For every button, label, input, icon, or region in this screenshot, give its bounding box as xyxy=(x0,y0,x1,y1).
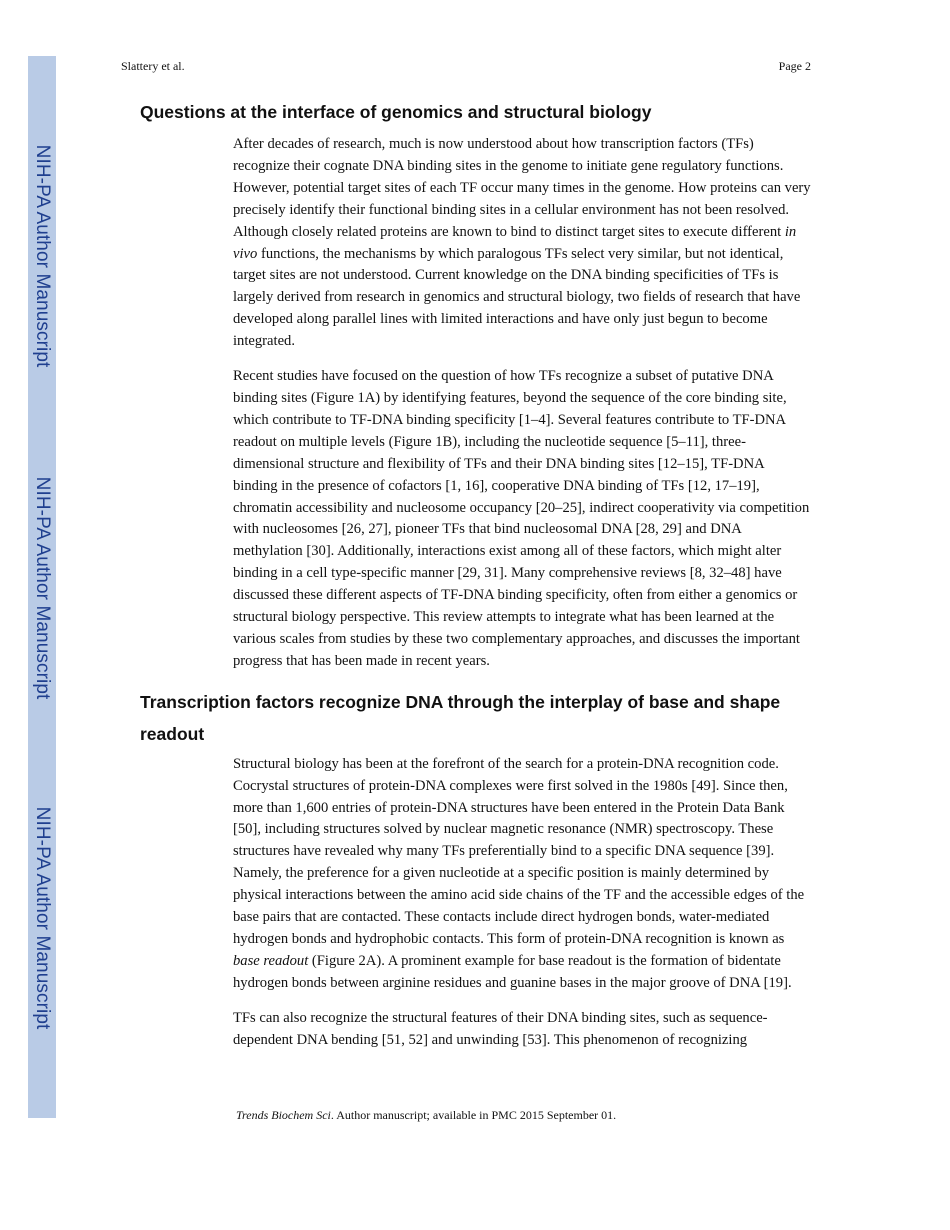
paragraph-structural-biology xyxy=(233,754,812,995)
paragraph-shape-recognition: TFs can also recognize the structural features of their DNA binding sites, such as sequence-dependent DNA bending [51, 52] and unwinding [53]. This phenomenon of recognizing xyxy=(233,1009,768,1048)
paragraph-text: After decades of research, much is now understood about how transcription factors (TFs) recognize their cognate DNA binding sites in the genome to initiate gene regulatory functions. However, potential target sites of each TF occur many times in the genome. How proteins can very precisely identify their functional binding sites in a cellular environment has not been resolved. Although closely related proteins are known to bind to distinct target sites to execute different xyxy=(233,136,811,240)
paragraph-intro xyxy=(233,134,812,353)
italic-term: in vivo xyxy=(233,223,797,262)
section-heading-tf-recognition: Transcription factors recognize DNA through the interplay of base and shape readout xyxy=(140,691,781,744)
sidebar-label-top: NIH-PA Author Manuscript xyxy=(32,144,53,368)
sidebar-label-middle: NIH-PA Author Manuscript xyxy=(32,476,53,700)
journal-name: Trends Biochem Sci xyxy=(236,1108,331,1122)
section-heading-interface: Questions at the interface of genomics and structural biology xyxy=(140,102,652,122)
footer-citation xyxy=(236,1108,616,1123)
paragraph-text: functions, the mechanisms by which paralogous TFs select very similar, but not identical, target sites are not understood. Current knowledge on the DNA binding specificities of TFs is largely derived from research in genomics and structural biology, two fields of research that have developed along parallel lines with limited interactions and have only just begun to become integrated. xyxy=(233,245,801,350)
article-body xyxy=(140,96,812,1065)
paragraph-text: (Figure 2A). A prominent example for base readout is the formation of bidentate hydrogen bonds between arginine residues and guanine bases in the major groove of DNA [19]. xyxy=(233,952,792,991)
running-header-authors: Slattery et al. xyxy=(121,59,185,73)
paragraph-recent-studies: Recent studies have focused on the question of how TFs recognize a subset of putative DNA binding sites (Figure 1A) by identifying features, beyond the sequence of the core binding site, which contribute to TF-DNA binding specificity [1–4]. Several features contribute to TF-DNA readout on multiple levels (Figure 1B), including the nucleotide sequence [5–11], three-dimensional structure and flexibility of TFs and their DNA binding sites [12–15], TF-DNA binding in the presence of cofactors [1, 16], cooperative DNA binding of TFs [12, 17–19], chromatin accessibility and nucleosome occupancy [20–25], indirect cooperativity via competition with nucleosomes [26, 27], pioneer TFs that bind nucleosomal DNA [28, 29] and DNA methylation [30]. Additionally, interactions exist among all of these factors, which might alter binding in a cell type-specific manner [29, 31]. Many comprehensive reviews [8, 32–48] have discussed these different aspects of TF-DNA binding specificity, often from either a genomics or structural biology perspective. This review attempts to integrate what has been learned at the various scales from studies by these two complementary approaches, and discusses the important progress that has been made in recent years. xyxy=(233,368,810,669)
italic-term: base readout xyxy=(233,952,309,969)
paragraph-text: Structural biology has been at the forefront of the search for a protein-DNA recognition code. Cocrystal structures of protein-DNA complexes were first solved in the 1980s [49]. Since then, more than 1,600 entries of protein-DNA structures have been entered in the Protein Data Bank [50], including structures solved by nuclear magnetic resonance (NMR) spectroscopy. These structures have revealed why many TFs preferentially bind to a specific DNA sequence [39]. Namely, the preference for a given nucleotide at a specific position is mainly determined by physical interactions between the amino acid side chains of the TF and the accessible edges of the base pairs that are contacted. These contacts include direct hydrogen bonds, water-mediated hydrogen bonds and hydrophobic contacts. This form of protein-DNA recognition is known as xyxy=(233,755,805,947)
footer-text: . Author manuscript; available in PMC 2015 September 01. xyxy=(330,1108,617,1122)
page-number: Page 2 xyxy=(778,59,811,73)
sidebar-label-bottom: NIH-PA Author Manuscript xyxy=(32,806,53,1030)
